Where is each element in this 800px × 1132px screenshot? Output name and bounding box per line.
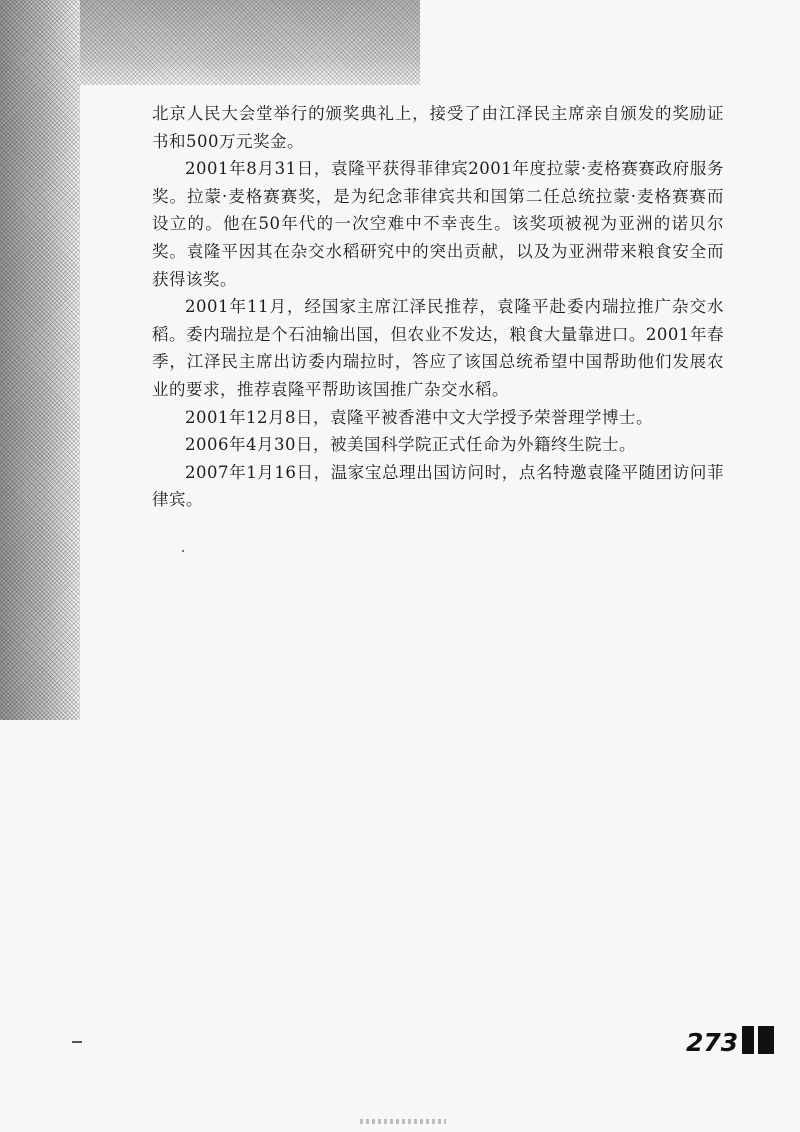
page-number: 273 [686, 1028, 739, 1057]
footer-scan-smudge [360, 1119, 446, 1124]
scan-shadow-top [80, 0, 420, 85]
paragraph-4: 2001年12月8日，袁隆平被香港中文大学授予荣誉理学博士。 [185, 407, 653, 427]
paragraph-1: 北京人民大会堂举行的颁奖典礼上，接受了由江泽民主席亲自颁发的奖励证书和500万元奖金。 [152, 104, 724, 151]
paragraph-2: 2001年8月31日，袁隆平获得菲律宾2001年度拉蒙·麦格赛赛政府服务奖。拉蒙·麦格赛赛奖，是为纪念菲律宾共和国第二任总统拉蒙·麦格赛赛而设立的。他在50年代的一次空难中不幸丧生。该奖项被视为亚洲的诺贝尔奖。袁隆平因其在杂交水稻研究中的突出贡献，以及为亚洲带来粮食安全而获得该奖。 [152, 159, 724, 289]
body-text [152, 100, 724, 514]
margin-dash-mark [72, 1041, 82, 1043]
paragraph-6: 2007年1月16日，温家宝总理出国访问时，点名特邀袁隆平随团访问菲律宾。 [152, 462, 724, 510]
page-marker-block [758, 1026, 774, 1054]
paragraph-5: 2006年4月30日，被美国科学院正式任命为外籍终生院士。 [185, 435, 636, 455]
scan-speck [182, 550, 184, 552]
page-marker-block [742, 1026, 754, 1054]
paragraph-3: 2001年11月，经国家主席江泽民推荐，袁隆平赴委内瑞拉推广杂交水稻。委内瑞拉是个石油输出国，但农业不发达，粮食大量靠进口。2001年春季，江泽民主席出访委内瑞拉时，答应了该国总统希望中国帮助他们发展农业的要求，推荐袁隆平帮助该国推广杂交水稻。 [152, 297, 724, 399]
scan-shadow-left [0, 0, 80, 720]
